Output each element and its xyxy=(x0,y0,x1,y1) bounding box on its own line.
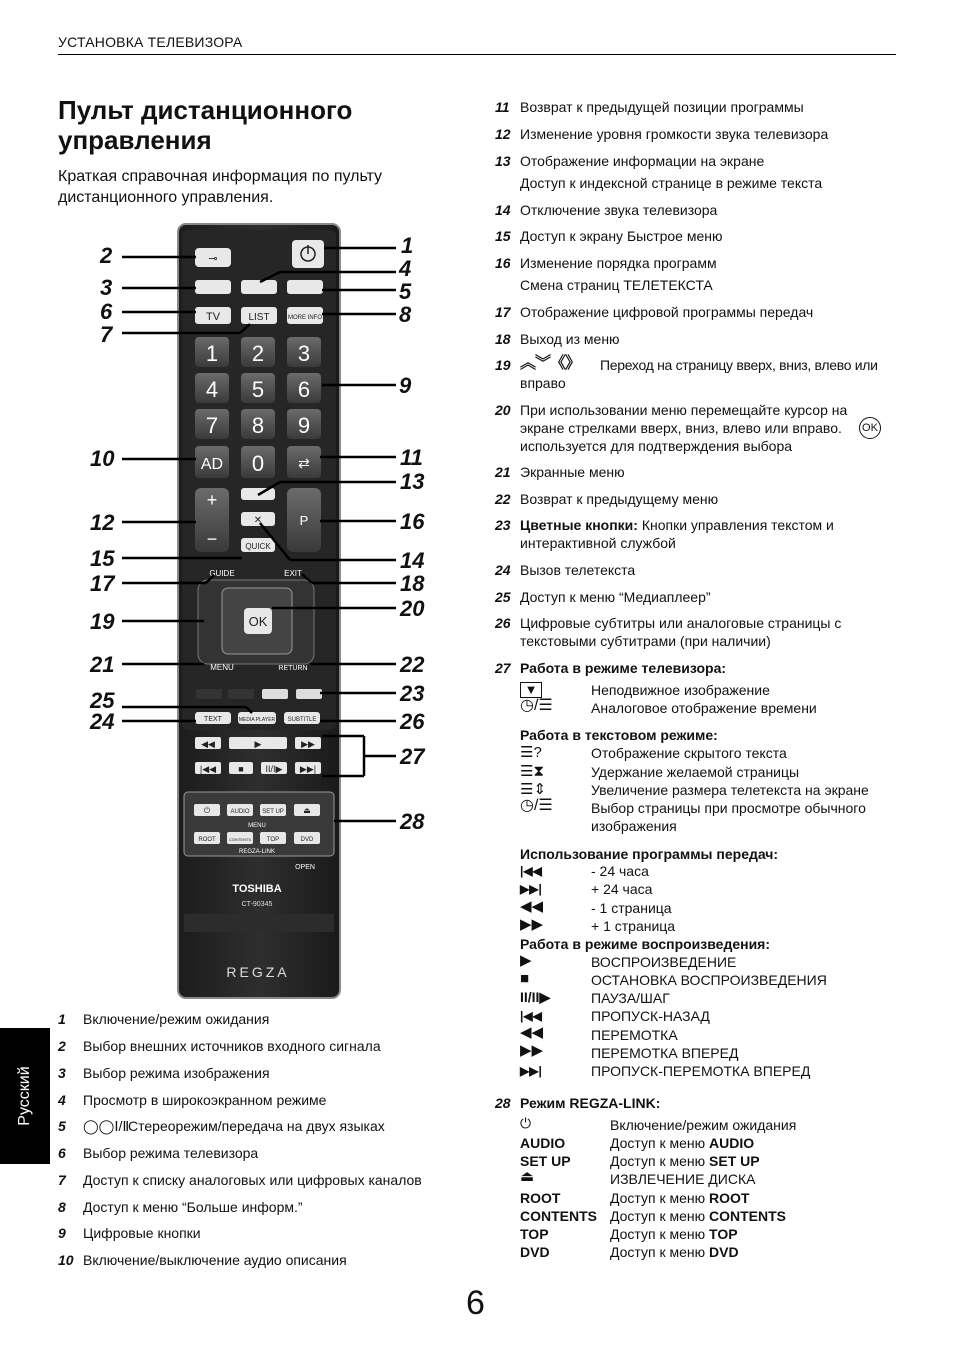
callout-18: 18 xyxy=(400,571,425,596)
right-item-24: Вызов телетекста xyxy=(520,562,636,578)
ok-button-label: OK xyxy=(248,614,268,629)
callout-4: 4 xyxy=(399,256,412,281)
text-mode-item-2: Удержание желаемой страницы xyxy=(591,764,800,780)
right-item-23-line2: интерактивной службой xyxy=(520,535,676,551)
regza-key-3: SET UP xyxy=(520,1153,571,1169)
left-item-1: Включение/режим ожидания xyxy=(83,1011,270,1027)
left-num-2: 2 xyxy=(58,1038,66,1054)
digit-label-3: 3 xyxy=(297,341,311,366)
right-item-21: Экранные меню xyxy=(520,464,625,480)
right-item-18: Выход из меню xyxy=(520,331,620,347)
digit-label-5: 5 xyxy=(251,377,265,402)
regza-item-2-bold: AUDIO xyxy=(709,1135,755,1151)
skip-back-icon-2: |◀◀ xyxy=(520,1009,542,1023)
media-player-button-label: MEDIA PLAYER xyxy=(238,717,276,723)
list-button-label: LIST xyxy=(248,312,270,323)
play-item-5: ПЕРЕМОТКА xyxy=(591,1027,678,1043)
title-line-2: управления xyxy=(58,125,212,155)
link-menu-label: MENU xyxy=(248,823,266,829)
ok-icon: OK xyxy=(859,417,881,439)
left-num-4: 4 xyxy=(58,1092,66,1108)
regza-link-heading: Режим REGZA-LINK: xyxy=(520,1095,661,1111)
blue-button xyxy=(296,689,322,699)
language-tab xyxy=(0,1028,50,1164)
right-item-23-bold: Цветные кнопки: xyxy=(520,517,638,533)
regza-item-3-bold: SET UP xyxy=(709,1153,760,1169)
guide-item-1: - 24 часа xyxy=(591,863,649,879)
stop-icon: ■ xyxy=(520,970,530,987)
text-mode-item-4-line2: изображения xyxy=(591,818,677,834)
remote-illustration xyxy=(0,0,480,1010)
svg-text:▶▶|: ▶▶| xyxy=(299,764,317,774)
reveal-icon: ☰? xyxy=(520,744,542,761)
right-num-25: 25 xyxy=(495,589,511,605)
dual-button xyxy=(287,280,323,294)
more-info-button-label: MORE INFO xyxy=(288,315,322,321)
text-mode-heading: Работа в текстовом режиме: xyxy=(520,727,718,743)
language-tab-label: Русский xyxy=(16,1066,33,1126)
right-num-14: 14 xyxy=(495,202,511,218)
regza-item-8-bold: DVD xyxy=(709,1244,739,1260)
callout-9: 9 xyxy=(399,373,412,398)
right-num-20: 20 xyxy=(495,402,511,418)
right-item-26-line2: текстовыми субтитрами (при наличии) xyxy=(520,633,771,649)
tv-mode-item-2: Аналоговое отображение времени xyxy=(591,700,817,716)
callout-13: 13 xyxy=(400,469,425,494)
regza-item-4: ИЗВЛЕЧЕНИЕ ДИСКА xyxy=(610,1171,756,1187)
link-top-label: TOP xyxy=(266,837,280,843)
callout-15: 15 xyxy=(90,546,115,571)
yellow-button xyxy=(262,689,288,699)
regza-key-8: DVD xyxy=(520,1244,550,1260)
svg-text:II/I▶: II/I▶ xyxy=(265,764,283,774)
guide-item-4: + 1 страница xyxy=(591,918,676,934)
guide-mode-heading: Использование программы передач: xyxy=(520,846,779,862)
digit-label-9: 9 xyxy=(297,413,311,438)
right-item-23-text: Кнопки управления текстом и xyxy=(641,517,834,533)
left-num-6: 6 xyxy=(58,1145,66,1161)
right-num-22: 22 xyxy=(495,491,511,507)
left-item-6: Выбор режима телевизора xyxy=(83,1145,259,1161)
digit-label-2: 2 xyxy=(251,341,265,366)
left-item-2: Выбор внешних источников входного сигнала xyxy=(83,1038,381,1054)
page-number: 6 xyxy=(466,1284,485,1322)
svg-text:⇄: ⇄ xyxy=(298,455,310,471)
callout-5: 5 xyxy=(399,279,412,304)
regza-key-6: CONTENTS xyxy=(520,1208,597,1224)
callout-23: 23 xyxy=(400,681,425,706)
skip-forward-icon: ▶▶| xyxy=(520,882,542,896)
callout-2: 2 xyxy=(100,243,113,268)
play-icon: ▶ xyxy=(520,952,532,969)
play-mode-heading: Работа в режиме воспроизведения: xyxy=(520,936,771,952)
regza-item-7-text: Доступ к меню xyxy=(610,1226,710,1242)
regza-item-6 xyxy=(610,1207,786,1225)
svg-text:◀◀: ◀◀ xyxy=(201,739,215,749)
regza-item-2-text: Доступ к меню xyxy=(610,1135,710,1151)
quick-button-label: QUICK xyxy=(245,542,271,551)
digit-label-4: 4 xyxy=(205,377,219,402)
link-regza-label: REGZA-LINK xyxy=(238,849,276,855)
callout-27: 27 xyxy=(400,744,425,769)
left-item-9: Цифровые кнопки xyxy=(83,1225,201,1241)
wide-button xyxy=(241,280,277,294)
callout-1: 1 xyxy=(401,233,414,258)
right-item-12: Изменение уровня громкости звука телевизора xyxy=(520,126,829,142)
right-num-21: 21 xyxy=(495,464,511,480)
eject-icon: ⏏ xyxy=(520,1168,535,1185)
fast-forward-icon: ▶▶ xyxy=(520,916,544,933)
text-mode-item-4: Выбор страницы при просмотре обычного xyxy=(591,800,866,816)
svg-text:✕: ✕ xyxy=(253,515,263,526)
left-num-5: 5 xyxy=(58,1118,66,1134)
svg-text:⏏: ⏏ xyxy=(303,806,311,815)
digit-label-6: 6 xyxy=(297,377,311,402)
link-power-icon: ⏻ xyxy=(520,1115,532,1131)
fast-forward-icon-2: ▶▶ xyxy=(520,1042,544,1059)
left-num-9: 9 xyxy=(58,1225,66,1241)
text-mode-item-1: Отображение скрытого текста xyxy=(591,745,787,761)
callout-22: 22 xyxy=(400,652,425,677)
brand-label: TOSHIBA xyxy=(232,883,282,895)
left-num-10: 10 xyxy=(58,1252,74,1268)
size-icon: ☰⇕ xyxy=(520,781,547,798)
right-item-13: Отображение информации на экране xyxy=(520,153,765,169)
freeze-icon: ▼ xyxy=(520,682,542,698)
regza-item-1: Включение/режим ожидания xyxy=(610,1117,797,1133)
guide-label: GUIDE xyxy=(209,569,235,578)
clock-text-icon: ◷/☰ xyxy=(520,697,553,714)
title-line-1: Пульт дистанционного xyxy=(58,95,353,125)
callout-10: 10 xyxy=(90,446,115,471)
right-item-13-line2: Доступ к индексной странице в режиме текста xyxy=(520,175,823,191)
menu-label: MENU xyxy=(210,663,234,672)
regza-key-2: AUDIO xyxy=(520,1135,566,1151)
left-num-8: 8 xyxy=(58,1199,66,1215)
callout-24: 24 xyxy=(90,709,115,734)
left-item-4: Просмотр в широкоэкранном режиме xyxy=(83,1092,327,1108)
pause-step-icon: II/II▶ xyxy=(520,989,551,1005)
play-item-3: ПАУЗА/ШАГ xyxy=(591,990,670,1006)
right-item-20: При использовании меню перемещайте курсор на xyxy=(520,402,848,418)
digit-label-7: 7 xyxy=(205,413,219,438)
right-num-12: 12 xyxy=(495,126,511,142)
play-item-2: ОСТАНОВКА ВОСПРОИЗВЕДЕНИЯ xyxy=(591,972,827,988)
right-item-11: Возврат к предыдущей позиции программы xyxy=(520,99,804,115)
right-item-27: Работа в режиме телевизора: xyxy=(520,660,727,676)
right-num-23: 23 xyxy=(495,517,511,533)
right-num-13: 13 xyxy=(495,153,511,169)
play-item-1: ВОСПРОИЗВЕДЕНИЕ xyxy=(591,954,737,970)
section-header: УСТАНОВКА ТЕЛЕВИЗОРА xyxy=(58,34,243,50)
right-item-16: Изменение порядка программ xyxy=(520,255,717,271)
rewind-icon: ◀◀ xyxy=(520,898,544,915)
link-contents-label: CONTENTS xyxy=(229,837,251,842)
clock-text-icon-2: ◷/☰ xyxy=(520,797,553,814)
left-item-10: Включение/выключение аудио описания xyxy=(83,1252,347,1268)
picture-mode-button xyxy=(195,280,231,294)
left-item-7: Доступ к списку аналоговых или цифровых каналов xyxy=(83,1172,422,1188)
left-item-5: Стереорежим/передача на двух языках xyxy=(128,1118,385,1134)
tv-mode-item-1: Неподвижное изображение xyxy=(591,682,770,698)
right-item-19: Переход на страницу вверх, вниз, влево или xyxy=(600,357,878,373)
callout-3: 3 xyxy=(100,275,113,300)
callout-21: 21 xyxy=(90,652,115,677)
link-setup-label: SET UP xyxy=(262,809,284,815)
play-item-6: ПЕРЕМОТКА ВПЕРЕД xyxy=(591,1045,739,1061)
regza-item-8-text: Доступ к меню xyxy=(610,1244,710,1260)
right-item-16-line2: Смена страниц ТЕЛЕТЕКСТА xyxy=(520,277,713,293)
callout-6: 6 xyxy=(100,299,113,324)
model-label: CT-90345 xyxy=(241,901,273,908)
text-button-label: TEXT xyxy=(204,716,222,723)
right-num-26: 26 xyxy=(495,615,511,631)
digit-label-1: 1 xyxy=(205,341,219,366)
regza-key-5: ROOT xyxy=(520,1190,561,1206)
exit-label: EXIT xyxy=(284,569,302,578)
return-label: RETURN xyxy=(278,665,308,672)
link-root-label: ROOT xyxy=(198,837,216,843)
callout-14: 14 xyxy=(400,548,425,573)
regza-item-5-bold: ROOT xyxy=(709,1190,750,1206)
left-num-1: 1 xyxy=(58,1011,66,1027)
regza-item-5-text: Доступ к меню xyxy=(610,1190,710,1206)
right-num-24: 24 xyxy=(495,562,511,578)
program-rocker-label: P xyxy=(299,513,309,528)
callout-17: 17 xyxy=(90,571,115,596)
right-item-17: Отображение цифровой программы передач xyxy=(520,304,814,320)
play-item-7: ПРОПУСК-ПЕРЕМОТКА ВПЕРЕД xyxy=(591,1063,811,1079)
guide-item-3: - 1 страница xyxy=(591,900,672,916)
right-item-25: Доступ к меню “Медиаплеер” xyxy=(520,589,711,605)
digit-label-8: 8 xyxy=(251,413,265,438)
regza-logo: REGZA xyxy=(226,964,290,980)
regza-item-5 xyxy=(610,1189,749,1207)
callout-28: 28 xyxy=(400,809,425,834)
svg-text:▶: ▶ xyxy=(254,739,262,749)
regza-item-2 xyxy=(610,1134,754,1152)
svg-text:+: + xyxy=(206,490,218,510)
dual-sound-icon: ◯◯Ⅰ/Ⅱ xyxy=(83,1118,130,1134)
right-item-15: Доступ к экрану Быстрое меню xyxy=(520,228,723,244)
left-item-8: Доступ к меню “Больше информ.” xyxy=(83,1199,303,1215)
red-button xyxy=(196,689,222,699)
ad-button-label: AD xyxy=(200,456,224,473)
link-audio-label: AUDIO xyxy=(230,809,250,815)
svg-text:|◀◀: |◀◀ xyxy=(199,764,217,774)
page-arrows-icon: ︽︾《》 xyxy=(520,355,581,372)
regza-item-8 xyxy=(610,1243,739,1261)
green-button xyxy=(228,689,254,699)
right-item-22: Возврат к предыдущему меню xyxy=(520,491,719,507)
text-mode-item-3: Увеличение размера телетекста на экране xyxy=(591,782,869,798)
subtitle-button-label: SUBTITLE xyxy=(287,717,317,723)
skip-forward-icon-2: ▶▶| xyxy=(520,1064,542,1078)
regza-item-6-text: Доступ к меню xyxy=(610,1208,710,1224)
left-num-7: 7 xyxy=(58,1172,66,1188)
right-num-28: 28 xyxy=(495,1095,511,1111)
right-item-26: Цифровые субтитры или аналоговые страницы с xyxy=(520,615,842,631)
svg-text:−: − xyxy=(206,529,218,549)
svg-text:⏻: ⏻ xyxy=(203,806,211,815)
right-num-11: 11 xyxy=(495,99,510,115)
skip-back-icon: |◀◀ xyxy=(520,864,542,878)
right-num-15: 15 xyxy=(495,228,511,244)
svg-text:■: ■ xyxy=(238,764,244,774)
page-subtitle: Краткая справочная информация по пульту дистанционного управления. xyxy=(58,168,383,206)
right-num-19: 19 xyxy=(495,357,511,373)
guide-item-2: + 24 часа xyxy=(591,881,653,897)
regza-item-7 xyxy=(610,1225,738,1243)
right-item-19-line2: вправо xyxy=(520,375,566,391)
digit-buttons xyxy=(195,337,321,439)
regza-item-6-bold: CONTENTS xyxy=(709,1208,787,1224)
svg-text:▶▶: ▶▶ xyxy=(301,739,315,749)
callout-11: 11 xyxy=(400,445,423,470)
right-item-23 xyxy=(520,516,834,534)
zero-button-label: 0 xyxy=(251,451,265,476)
callout-12: 12 xyxy=(90,510,115,535)
right-num-16: 16 xyxy=(495,255,511,271)
right-item-14: Отключение звука телевизора xyxy=(520,202,718,218)
right-num-27: 27 xyxy=(495,660,511,676)
callout-8: 8 xyxy=(399,302,412,327)
rewind-icon-2: ◀◀ xyxy=(520,1024,544,1041)
callout-20: 20 xyxy=(400,596,425,621)
regza-item-7-bold: TOP xyxy=(709,1226,738,1242)
tv-button-label: TV xyxy=(205,311,221,323)
right-num-18: 18 xyxy=(495,331,511,347)
right-item-20-line2: экране стрелками вверх, вниз, влево или вправо. xyxy=(520,420,842,436)
link-dvd-label: DVD xyxy=(300,837,314,843)
regza-item-3 xyxy=(610,1152,760,1170)
hold-icon: ☰⧗ xyxy=(520,763,544,780)
regza-key-7: TOP xyxy=(520,1226,549,1242)
callout-26: 26 xyxy=(400,709,425,734)
left-num-3: 3 xyxy=(58,1065,66,1081)
svg-text:⊸: ⊸ xyxy=(208,253,218,265)
callout-7: 7 xyxy=(100,322,113,347)
callout-16: 16 xyxy=(400,509,425,534)
open-label: OPEN xyxy=(295,864,315,871)
regza-item-3-text: Доступ к меню xyxy=(610,1153,710,1169)
play-item-4: ПРОПУСК-НАЗАД xyxy=(591,1008,710,1024)
callout-25: 25 xyxy=(90,688,115,713)
callout-19: 19 xyxy=(90,609,115,634)
right-num-17: 17 xyxy=(495,304,511,320)
left-item-3: Выбор режима изображения xyxy=(83,1065,270,1081)
right-item-20-line3: используется для подтверждения выбора xyxy=(520,438,793,454)
